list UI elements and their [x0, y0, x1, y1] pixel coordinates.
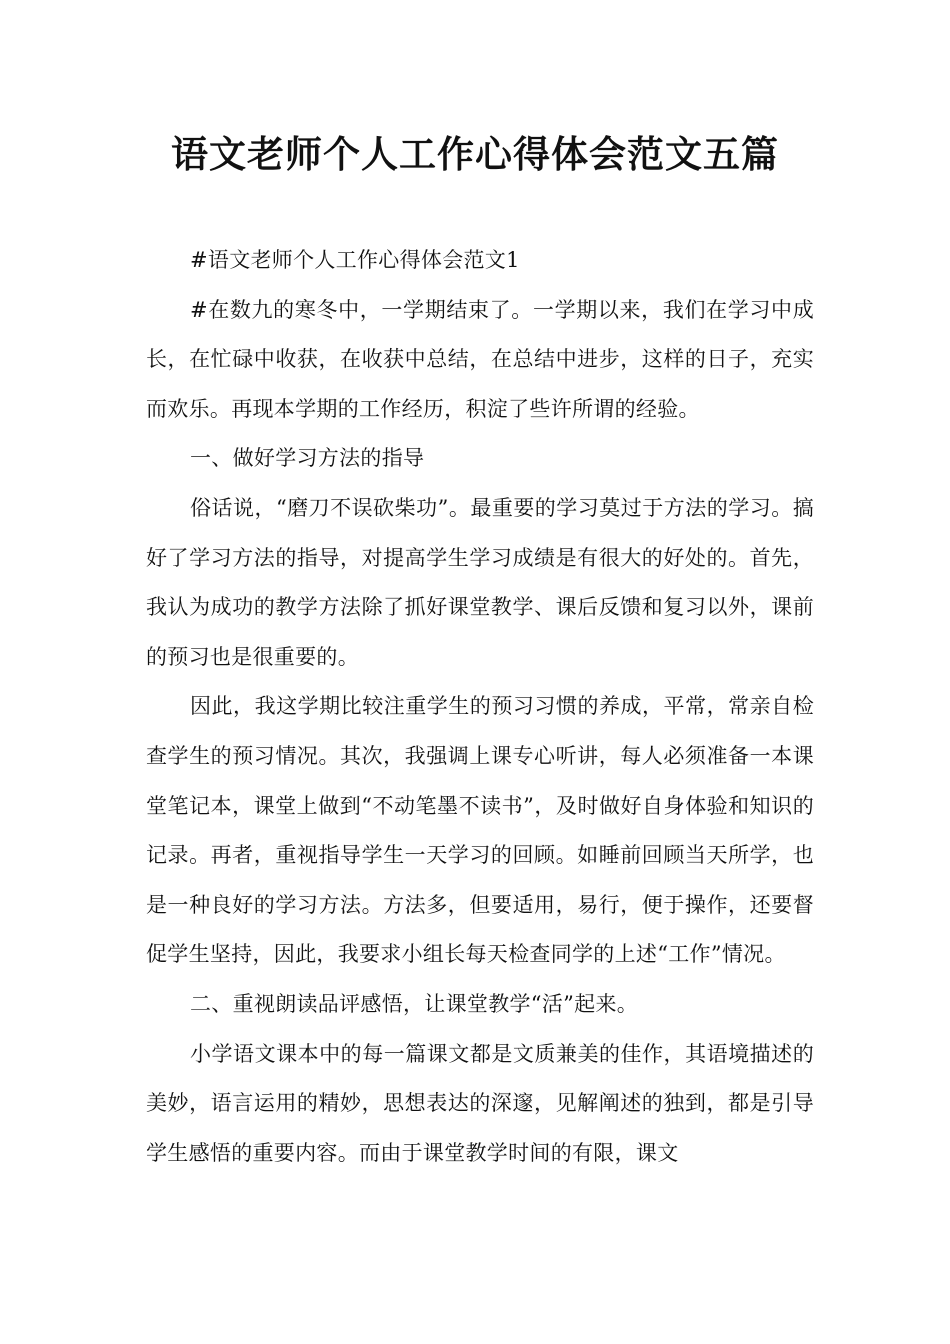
section-heading-2: 二、重视朗读品评感悟，让课堂教学“活”起来。	[190, 991, 639, 1016]
paragraph-reading: 小学语文课本中的每一篇课文都是文质兼美的佳作，其语境描述的美妙，语言运用的精妙，思想表达的深邃，见解阐述的独到，都是引导学生感悟的重要内容。而由于课堂教学时间的有限，课文	[146, 1041, 814, 1165]
document-body	[146, 236, 814, 1178]
document-title: 语文老师个人工作心得体会范文五篇	[171, 132, 779, 176]
section-heading-1: 一、做好学习方法的指导	[190, 446, 425, 471]
paragraph-intro: #在数九的寒冬中，一学期结束了。一学期以来，我们在学习中成长，在忙碌中收获，在收获中总结，在总结中进步，这样的日子，充实而欢乐。再现本学期的工作经历，积淀了些许所谓的经验。	[146, 297, 814, 421]
subheading-essay-1: #语文老师个人工作心得体会范文1	[190, 248, 520, 272]
paragraph-method: 俗话说，“磨刀不误砍柴功”。最重要的学习莫过于方法的学习。搞好了学习方法的指导，对提高学生学习成绩是有很大的好处的。首先，我认为成功的教学方法除了抓好课堂教学、课后反馈和复习以外，课前的预习也是很重要的。	[146, 495, 814, 669]
paragraph-preview-habit: 因此，我这学期比较注重学生的预习习惯的养成，平常，常亲自检查学生的预习情况。其次，我强调上课专心听讲，每人必须准备一本课堂笔记本，课堂上做到“不动笔墨不读书”，及时做好自身体验和知识的记录。再者，重视指导学生一天学习的回顾。如睡前回顾当天所学，也是一种良好的学习方法。方法多，但要适用，易行，便于操作，还要督促学生坚持，因此，我要求小组长每天检查同学的上述“工作”情况。	[146, 694, 814, 967]
